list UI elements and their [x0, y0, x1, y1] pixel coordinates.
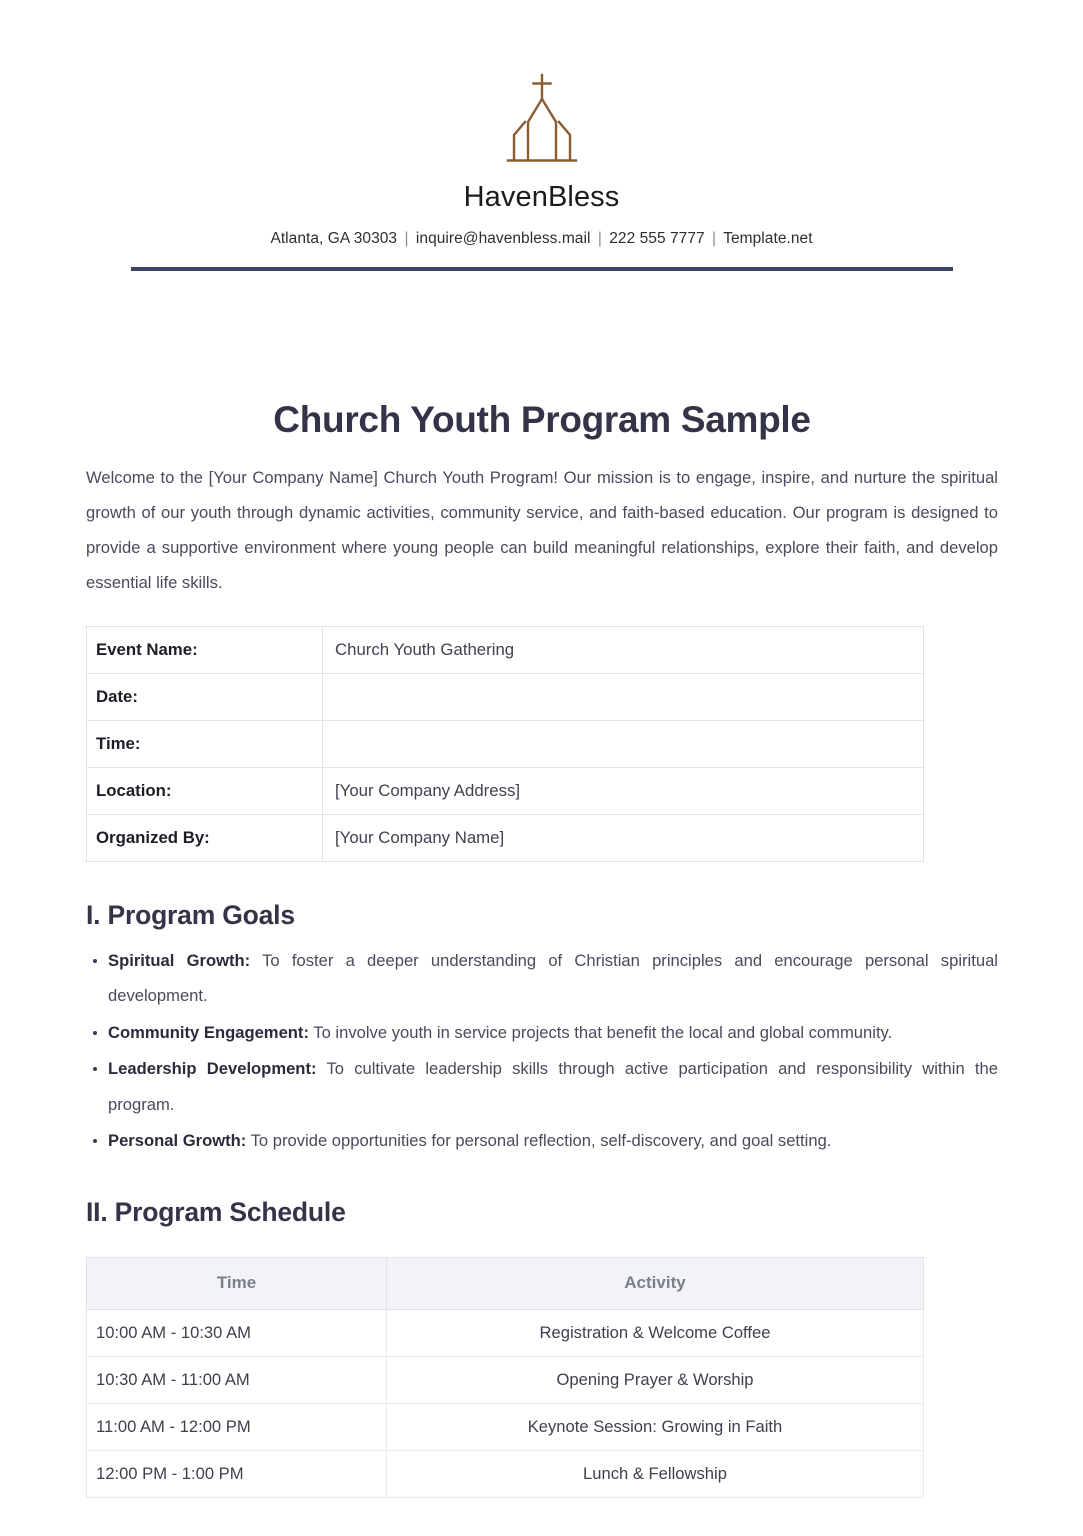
schedule-table-body	[87, 1309, 924, 1497]
list-item	[86, 943, 998, 1014]
date-label: Date:	[87, 673, 323, 720]
section-heading-program-goals: I. Program Goals	[86, 899, 295, 930]
intro-paragraph: Welcome to the [Your Company Name] Church Youth Program! Our mission is to engage, inspire, and nurture the spiritual growth of our youth through dynamic activities, community service, and faith-based education. Our program is designed to provide a supportive environment where young people can build meaningful relationships, explore their faith, and develop essential life skills.	[86, 467, 998, 592]
list-item	[86, 1051, 998, 1122]
event-details-table	[86, 626, 924, 862]
schedule-time: 10:00 AM - 10:30 AM	[87, 1309, 387, 1356]
location-label: Location:	[87, 767, 323, 814]
table-row	[87, 626, 924, 673]
schedule-time: 12:00 PM - 1:00 PM	[87, 1450, 387, 1497]
contact-phone: 222 555 7777	[609, 230, 705, 247]
table-row	[87, 767, 924, 814]
location-value[interactable]: [Your Company Address]	[323, 767, 924, 814]
schedule-activity: Keynote Session: Growing in Faith	[387, 1403, 924, 1450]
event-name-value[interactable]: Church Youth Gathering	[323, 626, 924, 673]
goal-description: To provide opportunities for personal reflection, self-discovery, and goal setting.	[246, 1131, 832, 1151]
goal-description: To foster a deeper understanding of Christian principles and encourage personal spiritual development.	[108, 950, 998, 1006]
schedule-table-head	[87, 1257, 924, 1309]
goal-term: Personal Growth:	[108, 1131, 247, 1151]
column-header-activity: Activity	[387, 1257, 924, 1309]
section-heading-program-schedule: II. Program Schedule	[86, 1196, 346, 1227]
list-item	[86, 1123, 998, 1159]
contact-separator-3: |	[712, 230, 717, 247]
table-row	[87, 673, 924, 720]
table-row	[87, 1403, 924, 1450]
brand-name: HavenBless	[463, 181, 620, 213]
time-label: Time:	[87, 720, 323, 767]
program-goals-list	[86, 943, 998, 1159]
contact-separator-2: |	[597, 230, 602, 247]
schedule-activity: Opening Prayer & Worship	[387, 1356, 924, 1403]
table-header-row	[87, 1257, 924, 1309]
schedule-activity: Registration & Welcome Coffee	[387, 1309, 924, 1356]
contact-website: Template.net	[723, 230, 813, 247]
program-schedule-table	[86, 1257, 924, 1498]
page-title: Church Youth Program Sample	[273, 399, 811, 440]
event-details-body	[87, 626, 924, 861]
organized-by-value[interactable]: [Your Company Name]	[323, 814, 924, 861]
contact-email: inquire@havenbless.mail	[415, 230, 591, 247]
list-item	[86, 1015, 998, 1051]
goal-term: Leadership Development:	[108, 1059, 317, 1079]
table-row	[87, 1450, 924, 1497]
contact-address: Atlanta, GA 30303	[270, 230, 398, 247]
header-divider	[131, 267, 953, 271]
goal-term: Community Engagement:	[108, 1022, 309, 1042]
goal-description: To involve youth in service projects that benefit the local and global community.	[308, 1022, 893, 1042]
column-header-time: Time	[87, 1257, 387, 1309]
schedule-time: 10:30 AM - 11:00 AM	[87, 1356, 387, 1403]
document-body	[0, 399, 1083, 1498]
time-value[interactable]	[323, 720, 924, 767]
date-value[interactable]	[323, 673, 924, 720]
table-row	[87, 1309, 924, 1356]
table-row	[87, 720, 924, 767]
goal-term: Spiritual Growth:	[108, 950, 251, 970]
schedule-activity: Lunch & Fellowship	[387, 1450, 924, 1497]
table-row	[87, 1356, 924, 1403]
contact-line	[0, 230, 1083, 248]
table-row	[87, 814, 924, 861]
church-logo-icon	[0, 72, 1083, 173]
goal-description: To cultivate leadership skills through active participation and responsibility within the program.	[108, 1059, 998, 1114]
letterhead	[0, 0, 1083, 271]
event-name-label: Event Name:	[87, 626, 323, 673]
organized-by-label: Organized By:	[87, 814, 323, 861]
schedule-time: 11:00 AM - 12:00 PM	[87, 1403, 387, 1450]
contact-separator-1: |	[404, 230, 409, 247]
